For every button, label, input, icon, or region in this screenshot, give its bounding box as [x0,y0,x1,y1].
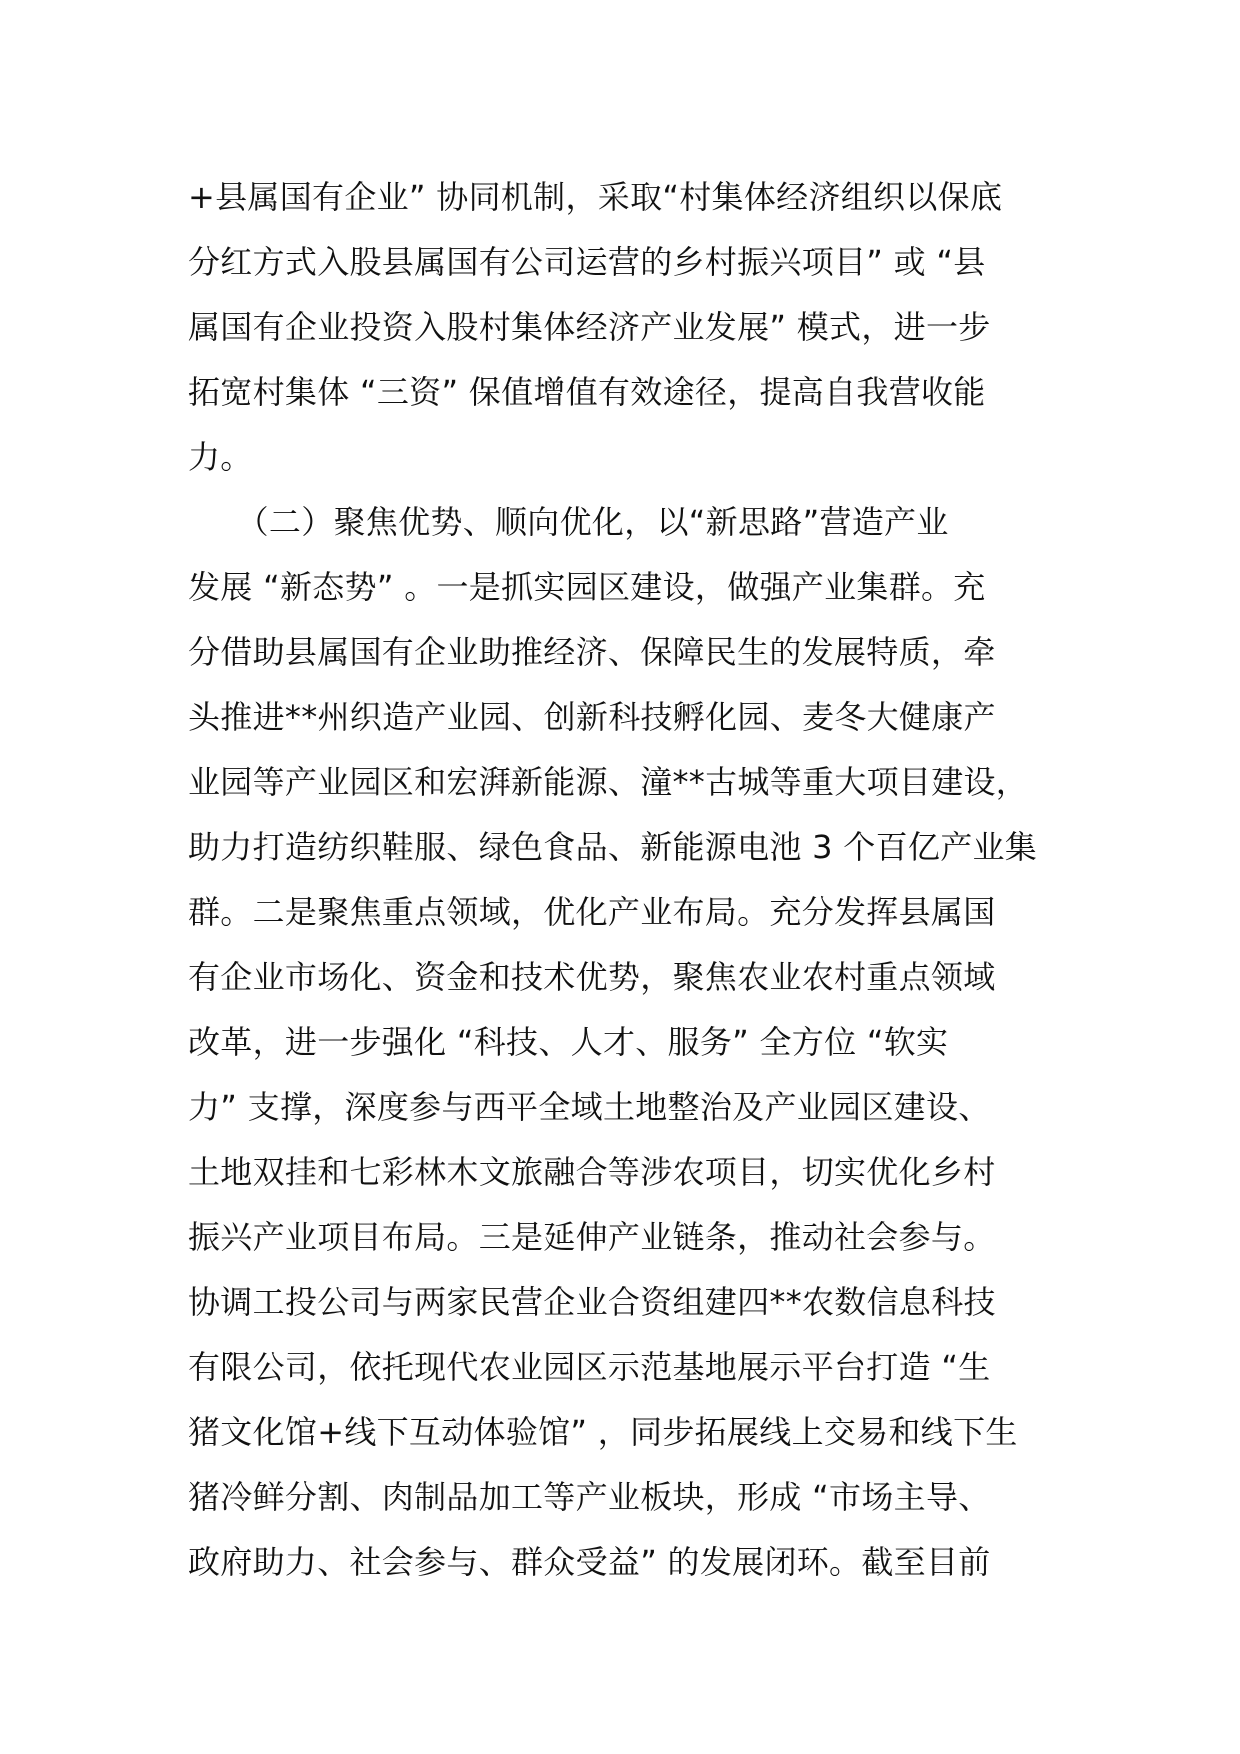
text-line: 力。 [188,438,253,476]
text-line: 助力打造纺织鞋服、绿色食品、新能源电池 3 个百亿产业集 [188,828,1038,866]
text-line: 协调工投公司与两家民营企业合资组建四**农数信息科技 [188,1283,996,1321]
text-line: 分红方式入股县属国有公司运营的乡村振兴项目” 或 “县 [188,243,986,281]
text-line: 猪文化馆+线下互动体验馆” ，同步拓展线上交易和线下生 [188,1413,1018,1451]
section-heading-line: （二）聚焦优势、顺向优化，以“新思路”营造产业 [188,503,949,541]
text-line: 分借助县属国有企业助推经济、保障民生的发展特质，牵 [188,633,996,671]
text-line: 有企业市场化、资金和技术优势，聚焦农业农村重点领域 [188,958,996,996]
text-line: 群。二是聚焦重点领域，优化产业布局。充分发挥县属国 [188,893,996,931]
text-line: 属国有企业投资入股村集体经济产业发展” 模式，进一步 [188,308,991,346]
text-line: 土地双挂和七彩林木文旅融合等涉农项目，切实优化乡村 [188,1153,996,1191]
text-line: 发展 “新态势” 。一是抓实园区建设，做强产业集群。充 [188,568,986,606]
body-text [188,165,1068,1595]
text-line: 头推进**州织造产业园、创新科技孵化园、麦冬大健康产 [188,698,996,736]
text-line: 拓宽村集体 “三资” 保值增值有效途径，提高自我营收能 [188,373,986,411]
text-line: 力” 支撑，深度参与西平全域土地整治及产业园区建设、 [188,1088,991,1126]
text-line: 猪冷鲜分割、肉制品加工等产业板块，形成 “市场主导、 [188,1478,991,1516]
text-line: 振兴产业项目布局。三是延伸产业链条，推动社会参与。 [188,1218,996,1256]
text-line: 有限公司，依托现代农业园区示范基地展示平台打造 “生 [188,1348,991,1386]
text-line: 业园等产业园区和宏湃新能源、潼**古城等重大项目建设， [188,763,1029,801]
text-line: 政府助力、社会参与、群众受益” 的发展闭环。截至目前 [188,1543,991,1581]
text-line: +县属国有企业” 协同机制，采取“村集体经济组织以保底 [188,178,1003,216]
text-line: 改革，进一步强化 “科技、人才、服务” 全方位 “软实 [188,1023,949,1061]
